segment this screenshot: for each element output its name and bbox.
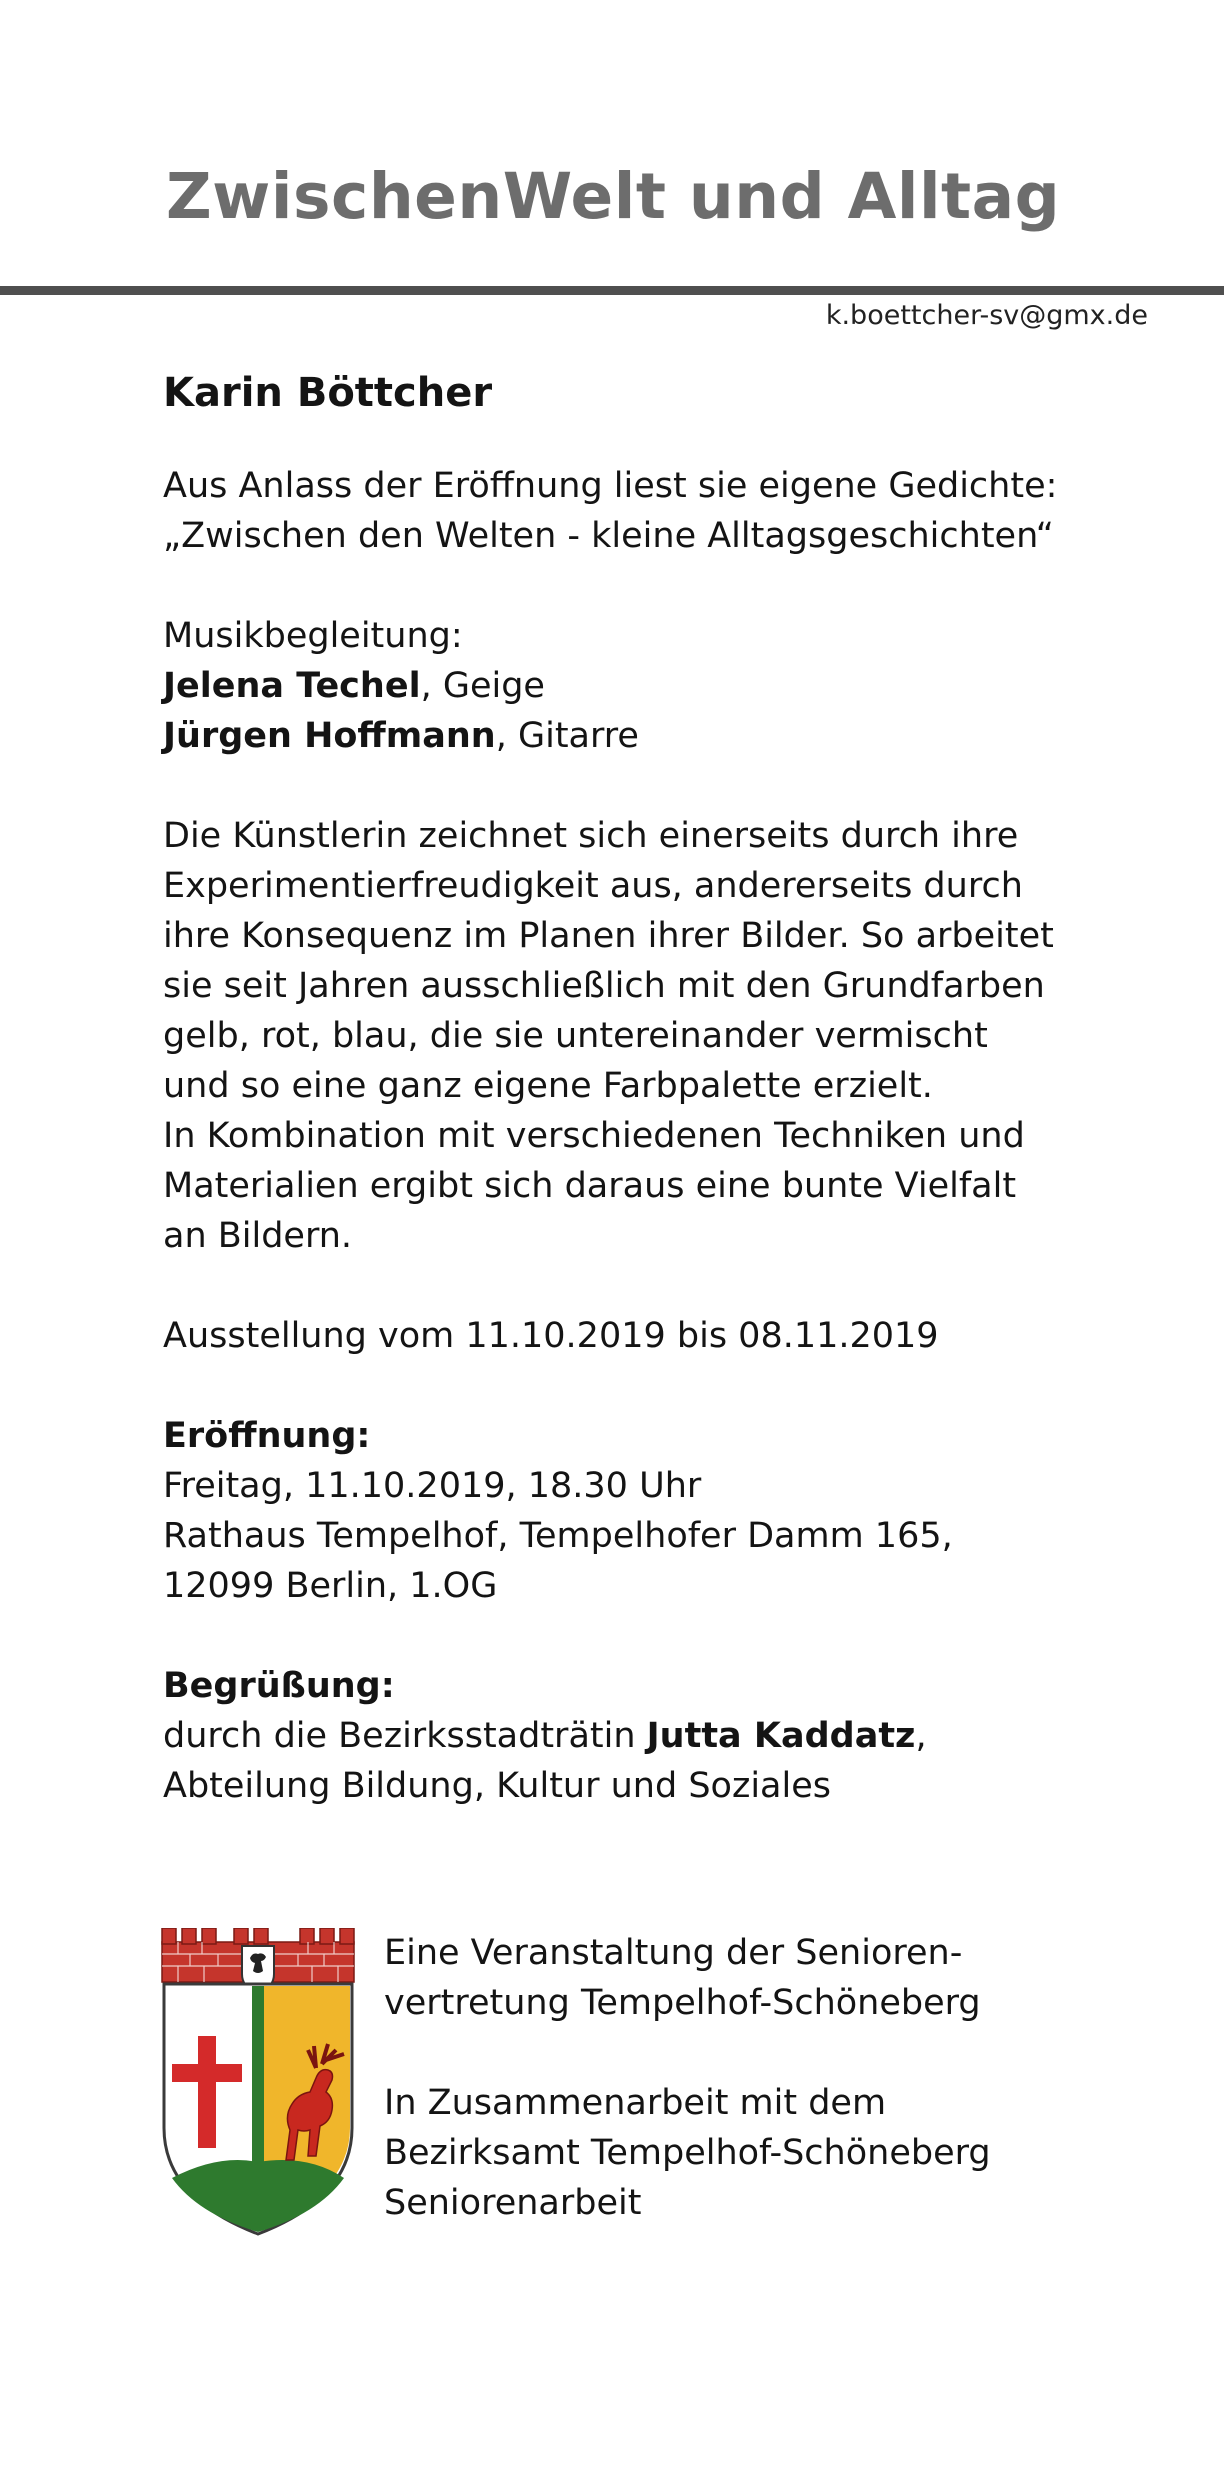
opening-date: Freitag, 11.10.2019, 18.30 Uhr xyxy=(163,1466,702,1506)
exhibition-dates: Ausstellung vom 11.10.2019 bis 08.11.2019 xyxy=(163,1316,939,1356)
opening-heading: Eröffnung: xyxy=(163,1416,371,1456)
description-line: und so eine ganz eigene Farbpalette erzielt. xyxy=(163,1066,933,1106)
description-line: sie seit Jahren ausschließlich mit den Grundfarben xyxy=(163,966,1045,1006)
welcome-line xyxy=(163,1711,1103,1761)
opening-section xyxy=(163,1411,1103,1611)
welcome-person: Jutta Kaddatz xyxy=(646,1716,916,1756)
partner-line: Seniorenarbeit xyxy=(384,2183,642,2223)
footer xyxy=(158,1928,1158,2248)
welcome-section xyxy=(163,1661,1103,1811)
description-line: Materialien ergibt sich daraus eine bunte Vielfalt xyxy=(163,1166,1017,1206)
performer-name: Jelena Techel xyxy=(163,666,421,706)
contact-email[interactable]: k.boettcher-sv@gmx.de xyxy=(825,300,1148,331)
description-line: gelb, rot, blau, die sie untereinander vermischt xyxy=(163,1016,988,1056)
description-line: Experimentierfreudigkeit aus, andererseits durch xyxy=(163,866,1023,906)
description-line: Die Künstlerin zeichnet sich einerseits durch ihre xyxy=(163,816,1019,856)
performer-instrument: , Gitarre xyxy=(495,716,639,756)
page-title: ZwischenWelt und Alltag xyxy=(166,160,1061,233)
performer-name: Jürgen Hoffmann xyxy=(163,716,496,756)
title-divider xyxy=(0,286,1224,295)
intro-line: Aus Anlass der Eröffnung liest sie eigene Gedichte: xyxy=(163,466,1058,506)
artist-name: Karin Böttcher xyxy=(163,370,493,416)
welcome-prefix: durch die Bezirksstadträtin xyxy=(163,1716,647,1756)
organizer-line: vertretung Tempelhof-Schöneberg xyxy=(384,1983,981,2023)
performer-line xyxy=(163,661,1103,711)
music-heading: Musikbegleitung: xyxy=(163,616,463,656)
intro-section xyxy=(163,461,1103,561)
welcome-suffix: , xyxy=(915,1716,927,1756)
description-line: an Bildern. xyxy=(163,1216,353,1256)
poem-title: „Zwischen den Welten - kleine Alltagsgeschichten“ xyxy=(163,516,1054,556)
opening-address: 12099 Berlin, 1.OG xyxy=(163,1566,498,1606)
footer-spacer xyxy=(384,2028,1144,2078)
description-line: ihre Konsequenz im Planen ihrer Bilder. So arbeitet xyxy=(163,916,1054,956)
performer-instrument: , Geige xyxy=(420,666,545,706)
footer-text xyxy=(384,1928,1144,2228)
flyer-content xyxy=(163,365,1103,1861)
partner-line: In Zusammenarbeit mit dem xyxy=(384,2083,887,2123)
partner-line: Bezirksamt Tempelhof-Schöneberg xyxy=(384,2133,991,2173)
exhibition-section xyxy=(163,1311,1103,1361)
performer-line xyxy=(163,711,1103,761)
music-section xyxy=(163,611,1103,761)
opening-address: Rathaus Tempelhof, Tempelhofer Damm 165, xyxy=(163,1516,953,1556)
organizer-line: Eine Veranstaltung der Senioren- xyxy=(384,1933,963,1973)
description-section xyxy=(163,811,1103,1261)
welcome-department: Abteilung Bildung, Kultur und Soziales xyxy=(163,1766,831,1806)
description-line: In Kombination mit verschiedenen Techniken und xyxy=(163,1116,1025,1156)
welcome-heading: Begrüßung: xyxy=(163,1666,395,1706)
coat-of-arms-icon xyxy=(158,1928,358,2238)
